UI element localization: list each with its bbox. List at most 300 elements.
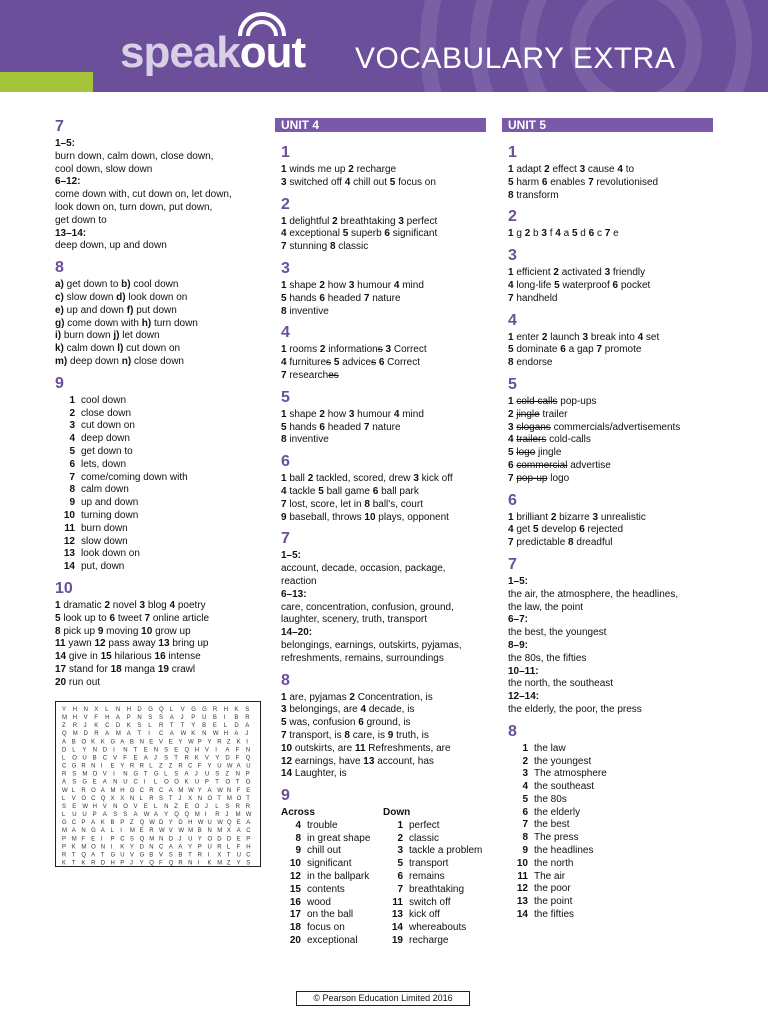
grid-letter: P xyxy=(197,739,202,746)
list-item xyxy=(508,909,713,922)
item-number: 4 xyxy=(508,434,514,446)
item-number: 4 xyxy=(281,228,287,240)
section-4-answers xyxy=(281,344,486,382)
grid-letter: R xyxy=(62,852,67,859)
item-answer: a gap xyxy=(565,344,594,356)
struck-word: cold calls xyxy=(516,395,558,407)
item-number: j) xyxy=(113,330,120,342)
item-number: 7 xyxy=(281,369,287,381)
answer-row xyxy=(508,164,713,177)
grid-letter: D xyxy=(83,731,88,738)
grid-letter: J xyxy=(225,812,229,818)
answer-row xyxy=(508,190,713,203)
item-answer: kick off xyxy=(418,473,453,485)
grid-letter: N xyxy=(149,844,154,851)
item-number: 6 xyxy=(560,344,566,356)
item-answer: headed xyxy=(324,292,362,304)
answer-row xyxy=(281,704,486,717)
grid-letter: P xyxy=(126,715,131,722)
item-answer: b xyxy=(530,228,539,240)
item-number: 3 xyxy=(582,331,589,343)
item-answer: ball xyxy=(286,473,305,485)
answer-row xyxy=(55,330,260,343)
item-number: 6 xyxy=(522,806,528,818)
list-item xyxy=(55,472,260,485)
grid-letter: Q xyxy=(139,820,145,827)
grid-letter: K xyxy=(62,860,67,866)
item-number: 1 xyxy=(281,408,287,420)
list-item xyxy=(508,896,713,909)
grid-letter: F xyxy=(159,860,163,866)
item-number: k) xyxy=(55,343,64,355)
section-7-answers xyxy=(55,138,260,253)
answer-row xyxy=(55,677,260,690)
grid-letter: D xyxy=(115,723,121,730)
item-number: 3 xyxy=(385,344,392,356)
grid-letter: T xyxy=(137,731,142,738)
item-answer: remains xyxy=(409,871,445,883)
grid-letter: I xyxy=(113,771,115,778)
grid-letter: W xyxy=(62,787,68,794)
grid-letter: A xyxy=(100,787,105,794)
unit-heading: UNIT 5 xyxy=(502,118,713,132)
grid-letter: N xyxy=(81,828,86,835)
range-label: 1–5: xyxy=(55,138,76,149)
item-answer: perfect xyxy=(409,819,440,831)
grid-letter: T xyxy=(133,747,138,754)
grid-letter: X xyxy=(188,795,193,802)
answer-row xyxy=(55,305,260,318)
grid-letter: M xyxy=(62,828,67,835)
grid-letter: G xyxy=(110,739,116,746)
grid-letter: M xyxy=(81,844,87,851)
grid-letter: V xyxy=(159,852,164,859)
item-number: h) xyxy=(141,317,152,329)
grid-letter: C xyxy=(120,836,125,843)
item-answer: e xyxy=(610,228,619,240)
grid-letter: C xyxy=(133,779,138,786)
grid-letter: R xyxy=(62,771,67,778)
item-answer: run out xyxy=(66,676,101,688)
grid-letter: H xyxy=(120,787,125,794)
answer-line: the north, the southeast xyxy=(508,678,614,690)
grid-letter: D xyxy=(178,820,183,827)
item-number: 6 xyxy=(109,612,116,624)
grid-letter: E xyxy=(212,723,217,730)
column-unit3 xyxy=(55,118,260,689)
grid-letter: N xyxy=(129,795,135,802)
item-number: 4 xyxy=(360,704,367,716)
item-answer: ball park xyxy=(378,485,419,497)
item-answer: grow up xyxy=(152,625,191,637)
section-9-answers xyxy=(55,395,260,574)
answer-row xyxy=(281,434,486,447)
grid-letter: S xyxy=(168,852,173,859)
item-number: 7 xyxy=(69,471,75,483)
answer-row xyxy=(281,293,486,306)
answer-row xyxy=(508,280,713,293)
grid-letter: A xyxy=(184,771,189,778)
grid-letter: L xyxy=(169,707,174,713)
grid-letter: I xyxy=(204,812,207,818)
answer-row xyxy=(281,228,486,241)
item-number: 8 xyxy=(568,537,574,549)
grid-letter: U xyxy=(123,779,128,786)
grid-letter: N xyxy=(245,747,251,754)
grid-letter: F xyxy=(94,715,98,722)
list-item xyxy=(281,909,383,922)
grid-letter: E xyxy=(143,803,148,810)
item-answer: close down xyxy=(81,407,132,419)
grid-letter: B xyxy=(110,820,115,827)
grid-letter: Y xyxy=(236,860,241,866)
item-number: 10 xyxy=(364,511,376,523)
item-answer: look down on xyxy=(125,291,188,303)
answer-row xyxy=(508,524,713,537)
item-number: 11 xyxy=(392,896,403,908)
grid-letter: C xyxy=(246,852,251,859)
item-number: 4 xyxy=(69,433,75,445)
answer-row xyxy=(508,422,713,435)
grid-letter: O xyxy=(81,795,87,802)
section-number: 6 xyxy=(281,453,290,471)
grid-letter: F xyxy=(81,836,86,843)
item-number: 20 xyxy=(55,676,67,688)
grid-letter: L xyxy=(62,755,66,762)
grid-letter: T xyxy=(217,795,221,802)
item-answer: dreadful xyxy=(573,537,613,549)
grid-letter: U xyxy=(204,771,210,778)
item-number: i) xyxy=(55,330,62,342)
section-number: 5 xyxy=(508,375,517,393)
grid-letter: N xyxy=(92,747,97,754)
item-number: 2 xyxy=(319,344,326,356)
answer-row xyxy=(281,692,486,705)
grid-letter: H xyxy=(92,803,97,810)
grid-letter: D xyxy=(226,836,232,843)
grid-letter: S xyxy=(137,723,142,730)
grid-letter: C xyxy=(62,763,67,770)
grid-letter: C xyxy=(105,723,110,730)
grid-letter: W xyxy=(197,820,204,827)
grid-letter: M xyxy=(226,795,232,802)
item-number: 7 xyxy=(508,292,514,304)
grid-letter: W xyxy=(245,812,252,818)
item-number: 3 xyxy=(69,420,75,432)
section-number: 8 xyxy=(281,671,290,689)
grid-letter: N xyxy=(91,763,96,770)
item-answer: Laughter, is xyxy=(292,768,347,780)
grid-letter: K xyxy=(126,723,131,730)
item-answer: crawl xyxy=(169,663,196,675)
list-item xyxy=(383,922,482,935)
item-answer: get xyxy=(513,524,531,536)
grid-letter: R xyxy=(212,707,218,713)
range-label: 6–12: xyxy=(55,176,81,188)
grid-letter: E xyxy=(72,803,77,810)
item-number: 1 xyxy=(508,267,514,279)
answer-line: get down to xyxy=(55,214,107,226)
item-answer: shape xyxy=(286,408,317,420)
answer-row xyxy=(281,473,486,486)
section-6-answers xyxy=(508,512,713,550)
grid-letter: M xyxy=(71,836,77,843)
grid-letter: Q xyxy=(174,812,179,818)
answer-line: reaction xyxy=(281,575,317,587)
item-answer: advertise xyxy=(567,459,611,471)
column-unit5 xyxy=(508,118,713,922)
grid-letter: K xyxy=(120,844,125,851)
item-answer: come down with xyxy=(64,317,139,329)
grid-letter: O xyxy=(92,771,98,778)
section-2-answers xyxy=(281,216,486,254)
grid-letter: T xyxy=(226,852,231,859)
grid-letter: R xyxy=(139,763,144,770)
grid-letter: H xyxy=(188,820,193,827)
grid-letter: H xyxy=(194,747,200,754)
item-number: 7 xyxy=(508,537,514,549)
grid-letter: U xyxy=(246,763,251,770)
answer-row xyxy=(508,447,713,460)
answer-row xyxy=(508,537,713,550)
grid-letter: Z xyxy=(174,803,178,810)
item-number: b) xyxy=(121,279,131,291)
item-answer: breathtaking xyxy=(409,883,465,895)
list-item xyxy=(383,935,482,948)
grid-letter: T xyxy=(246,795,250,802)
item-number: 2 xyxy=(524,228,531,240)
item-number: 7 xyxy=(508,472,514,484)
section-number: 2 xyxy=(281,195,290,213)
struck-word: trailers xyxy=(516,434,547,446)
item-number: 18 xyxy=(110,663,122,675)
grid-letter: L xyxy=(71,787,76,794)
item-number: 4 xyxy=(281,357,287,369)
list-item xyxy=(383,909,482,922)
item-number: 13 xyxy=(391,909,403,921)
item-number: 10 xyxy=(63,509,75,521)
item-answer: cause xyxy=(585,164,615,175)
item-answer: burn down xyxy=(61,330,111,342)
list-item xyxy=(383,897,482,910)
item-number: 6 xyxy=(319,292,325,304)
grid-letter: A xyxy=(105,731,110,738)
grid-letter: F xyxy=(236,844,241,851)
grid-letter: X xyxy=(120,795,125,802)
grid-letter: B xyxy=(149,852,154,859)
list-item xyxy=(383,845,482,858)
item-number: 7 xyxy=(144,612,151,624)
item-number: l) xyxy=(117,343,124,355)
item-number: 2 xyxy=(307,473,314,485)
item-answer: information xyxy=(325,344,378,356)
section-number: 1 xyxy=(508,144,517,161)
grid-letter: W xyxy=(159,828,165,835)
grid-letter: D xyxy=(137,707,142,713)
item-number: 2 xyxy=(522,755,528,767)
grid-letter: R xyxy=(72,723,78,730)
grid-letter: A xyxy=(91,852,96,859)
item-answer: inventive xyxy=(286,305,329,317)
grid-letter: A xyxy=(178,844,183,851)
item-number: 4 xyxy=(508,524,514,536)
item-number: 10 xyxy=(289,858,301,870)
item-answer: dramatic xyxy=(60,599,102,611)
grid-letter: S xyxy=(225,803,230,810)
speakout-logo: speakout xyxy=(120,28,306,77)
item-answer: rooms xyxy=(286,344,318,356)
answer-row xyxy=(281,357,486,370)
list-item xyxy=(383,820,482,833)
section-number: 7 xyxy=(281,530,290,548)
page-title: VOCABULARY EXTRA xyxy=(355,42,676,75)
grid-letter: F xyxy=(197,763,202,770)
item-number: 4 xyxy=(522,781,528,793)
range-label: 6–13: xyxy=(281,588,307,600)
grid-letter: J xyxy=(129,860,133,866)
list-item xyxy=(281,858,383,871)
item-answer: dominate xyxy=(513,344,558,356)
grid-letter: H xyxy=(110,860,115,866)
item-number: 5 xyxy=(281,717,287,729)
item-answer: let down xyxy=(119,330,160,342)
grid-letter: Z xyxy=(159,763,163,770)
answer-row xyxy=(281,743,486,756)
item-answer: enables xyxy=(547,176,586,188)
struck-word: pop-up xyxy=(516,472,548,484)
item-number: 7 xyxy=(604,228,611,240)
item-answer: delightful xyxy=(286,215,330,227)
grid-letter: J xyxy=(245,731,249,738)
item-answer: up and down xyxy=(63,304,124,316)
item-answer: significant xyxy=(389,228,438,240)
grid-letter: K xyxy=(234,707,239,713)
grid-letter: I xyxy=(207,852,210,859)
item-answer: d xyxy=(577,228,586,240)
grid-letter: L xyxy=(110,828,114,835)
item-number: 11 xyxy=(55,638,66,650)
grid-letter: L xyxy=(105,707,109,713)
grid-letter: P xyxy=(62,836,67,843)
item-number: 5 xyxy=(281,292,287,304)
grid-letter: L xyxy=(153,803,158,810)
answer-row xyxy=(281,730,486,743)
item-answer: hands xyxy=(286,421,317,433)
item-answer: inventive xyxy=(286,434,329,446)
range-label: 8–9: xyxy=(508,639,529,651)
answer-row xyxy=(281,717,486,730)
grid-letter: N xyxy=(207,828,212,835)
grid-letter: Q xyxy=(100,795,106,802)
grid-letter: X xyxy=(217,852,222,859)
grid-letter: C xyxy=(246,828,251,835)
grid-letter: M xyxy=(62,715,67,722)
grid-letter: Q xyxy=(81,852,87,859)
grid-letter: Y xyxy=(215,755,220,762)
item-answer: Correct xyxy=(384,357,420,369)
answer-line: the best, the youngest xyxy=(508,627,607,639)
grid-letter: J xyxy=(204,803,208,810)
column-unit4 xyxy=(281,118,486,948)
item-answer: revolutionised xyxy=(593,176,659,188)
answer-row xyxy=(508,228,713,241)
list-item xyxy=(55,408,260,421)
item-number: g) xyxy=(55,317,65,329)
list-item xyxy=(508,756,713,769)
grid-letter: C xyxy=(188,763,193,770)
grid-letter: J xyxy=(153,755,157,762)
list-item xyxy=(55,510,260,523)
item-number: 2 xyxy=(553,267,559,279)
item-answer: moving xyxy=(103,625,139,637)
section-1-answers xyxy=(281,164,486,190)
grid-letter: K xyxy=(194,755,199,762)
answer-row xyxy=(55,638,260,651)
grid-letter: A xyxy=(169,731,174,738)
item-answer: tackle xyxy=(286,485,316,497)
item-answer: the best xyxy=(534,819,570,831)
item-number: 3 xyxy=(397,845,403,857)
item-answer: come/coming down with xyxy=(81,471,188,483)
item-number: 6 xyxy=(508,459,514,471)
item-answer: lets, down xyxy=(81,458,127,470)
grid-letter: A xyxy=(71,828,76,835)
item-number: 13 xyxy=(158,638,170,650)
grid-letter: W xyxy=(226,763,233,770)
list-item xyxy=(508,858,713,871)
grid-letter: A xyxy=(169,715,174,722)
grid-letter: S xyxy=(174,771,179,778)
grid-letter: A xyxy=(168,844,173,851)
grid-letter: R xyxy=(235,803,240,810)
item-number: 7 xyxy=(281,729,287,741)
list-item xyxy=(508,781,713,794)
item-number: 14 xyxy=(516,909,528,921)
grid-letter: W xyxy=(188,739,194,746)
answer-row xyxy=(281,306,486,319)
item-number: 2 xyxy=(508,408,514,420)
item-number: 14 xyxy=(391,922,403,934)
list-item xyxy=(55,523,260,536)
grid-letter: Q xyxy=(184,812,190,818)
item-number: 9 xyxy=(522,845,528,857)
item-answer: tweet xyxy=(115,612,142,624)
grid-letter: L xyxy=(139,795,143,802)
grid-letter: A xyxy=(62,739,67,746)
item-number: 4 xyxy=(393,408,400,420)
grid-letter: Y xyxy=(164,812,169,818)
item-number: 2 xyxy=(69,407,75,419)
answer-line: come down with, cut down on, let down, xyxy=(55,189,232,201)
grid-letter: I xyxy=(148,731,150,738)
grid-letter: F xyxy=(236,787,241,794)
item-number: 8 xyxy=(329,241,336,253)
item-answer: perfect xyxy=(403,215,438,227)
grid-letter: M xyxy=(194,812,200,818)
answer-line: cool down, slow down xyxy=(55,163,153,175)
section-number: 3 xyxy=(508,247,517,265)
item-answer: baseball, throws xyxy=(286,511,362,523)
grid-letter: R xyxy=(81,787,86,794)
item-number: 6 xyxy=(69,458,75,470)
grid-letter: A xyxy=(234,731,239,738)
item-answer: trouble xyxy=(307,819,338,831)
struck-word: commercial xyxy=(516,459,568,471)
item-answer: logo xyxy=(547,472,570,484)
item-number: n) xyxy=(121,355,132,367)
section-number: 9 xyxy=(55,374,64,392)
answer-line: deep down, up and down xyxy=(55,240,167,252)
